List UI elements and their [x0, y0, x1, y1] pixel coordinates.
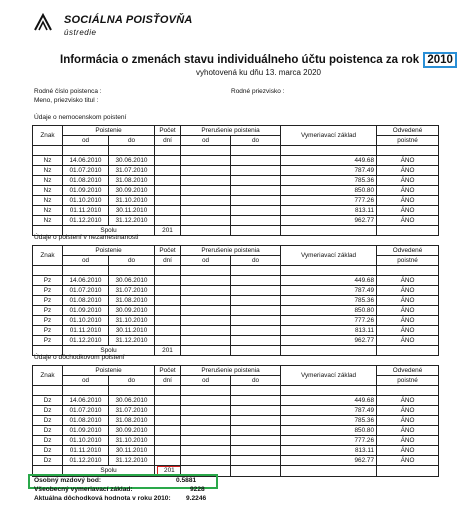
- cell-do: 31.12.2010: [109, 456, 155, 466]
- cell-vymeriavaci: 777.26: [281, 196, 377, 206]
- cell-pocet: [155, 186, 181, 196]
- vsetky-label: Všeobecný vymeriavací základ:: [34, 486, 133, 493]
- cell-prerusenie-do: [231, 456, 281, 466]
- empty-cell: [281, 386, 377, 396]
- cell-prerusenie-do: [231, 396, 281, 406]
- cell-znak: Dz: [33, 456, 63, 466]
- cell-odvedene: ÁNO: [377, 426, 439, 436]
- cell-prerusenie-od: [181, 166, 231, 176]
- empty-cell: [33, 266, 63, 276]
- cell-prerusenie-do: [231, 436, 281, 446]
- cell-od: 01.07.2010: [63, 406, 109, 416]
- cell-prerusenie-od: [181, 436, 231, 446]
- cell-do: 30.09.2010: [109, 186, 155, 196]
- table-row: [33, 306, 439, 316]
- cell-odvedene: ÁNO: [377, 216, 439, 226]
- col-header-poistne: poistné: [377, 376, 439, 386]
- empty-cell: [377, 226, 439, 236]
- table-header-row: [33, 256, 439, 266]
- col-header-dni: dní: [155, 376, 181, 386]
- empty-cell: [109, 146, 155, 156]
- section-title: Údaje o nemocenskom poistení: [34, 114, 127, 121]
- vsetky-value: 9228: [190, 486, 205, 493]
- col-header-prerusenie-od: od: [181, 136, 231, 146]
- cell-vymeriavaci: 813.11: [281, 326, 377, 336]
- cell-znak: Nz: [33, 196, 63, 206]
- cell-do: 30.11.2010: [109, 206, 155, 216]
- empty-cell: [377, 146, 439, 156]
- section-table: [32, 365, 439, 477]
- cell-prerusenie-od: [181, 426, 231, 436]
- empty-cell: [231, 266, 281, 276]
- table-row: [33, 296, 439, 306]
- col-header-znak: Znak: [33, 366, 63, 386]
- cell-odvedene: ÁNO: [377, 166, 439, 176]
- cell-od: 01.12.2010: [63, 456, 109, 466]
- cell-vymeriavaci: 962.77: [281, 456, 377, 466]
- cell-odvedene: ÁNO: [377, 406, 439, 416]
- col-header-prerusenie: Prerušenie poistenia: [181, 246, 281, 256]
- col-header-prerusenie-do: do: [231, 376, 281, 386]
- total-days-cell: [155, 346, 181, 356]
- cell-prerusenie-od: [181, 286, 231, 296]
- empty-cell: [281, 146, 377, 156]
- empty-cell: [377, 466, 439, 477]
- cell-prerusenie-od: [181, 156, 231, 166]
- cell-prerusenie-od: [181, 276, 231, 286]
- empty-cell: [155, 386, 181, 396]
- cell-prerusenie-do: [231, 406, 281, 416]
- table-header-row: [33, 126, 439, 136]
- cell-vymeriavaci: 777.26: [281, 316, 377, 326]
- table-row: [33, 286, 439, 296]
- table-header-row: [33, 376, 439, 386]
- empty-cell: [281, 266, 377, 276]
- cell-znak: Dz: [33, 436, 63, 446]
- cell-od: 01.12.2010: [63, 216, 109, 226]
- col-header-do: do: [109, 136, 155, 146]
- cell-prerusenie-do: [231, 326, 281, 336]
- empty-cell: [377, 266, 439, 276]
- cell-pocet: [155, 196, 181, 206]
- cell-pocet: [155, 336, 181, 346]
- col-header-dni: dní: [155, 256, 181, 266]
- cell-vymeriavaci: 813.11: [281, 446, 377, 456]
- table-row: [33, 396, 439, 406]
- col-header-vymeriavaci: Vymeriavací základ: [281, 246, 377, 266]
- cell-pocet: [155, 316, 181, 326]
- cell-do: 31.10.2010: [109, 316, 155, 326]
- col-header-pocet: Počet: [155, 126, 181, 136]
- cell-prerusenie-od: [181, 296, 231, 306]
- cell-do: 31.10.2010: [109, 436, 155, 446]
- col-header-prerusenie: Prerušenie poistenia: [181, 126, 281, 136]
- cell-vymeriavaci: 850.80: [281, 186, 377, 196]
- title-text: Informácia o zmenách stavu individuálneho účtu poistenca za rok: [60, 54, 420, 66]
- cell-do: 31.12.2010: [109, 216, 155, 226]
- table-row: [33, 156, 439, 166]
- empty-cell: [109, 266, 155, 276]
- cell-pocet: [155, 406, 181, 416]
- cell-vymeriavaci: 777.26: [281, 436, 377, 446]
- empty-cell: [181, 386, 231, 396]
- cell-odvedene: ÁNO: [377, 296, 439, 306]
- cell-znak: Pz: [33, 316, 63, 326]
- cell-do: 31.08.2010: [109, 296, 155, 306]
- cell-do: 31.08.2010: [109, 176, 155, 186]
- cell-odvedene: ÁNO: [377, 156, 439, 166]
- empty-cell: [231, 146, 281, 156]
- cell-odvedene: ÁNO: [377, 196, 439, 206]
- cell-odvedene: ÁNO: [377, 446, 439, 456]
- cell-do: 31.07.2010: [109, 286, 155, 296]
- table-row: [33, 436, 439, 446]
- cell-vymeriavaci: 813.11: [281, 206, 377, 216]
- cell-vymeriavaci: 785.36: [281, 176, 377, 186]
- col-header-odvedene: Odvedené: [377, 366, 439, 376]
- cell-vymeriavaci: 962.77: [281, 336, 377, 346]
- social-insurance-logo-icon: [32, 12, 54, 34]
- total-label: Spolu: [63, 226, 155, 236]
- cell-prerusenie-do: [231, 416, 281, 426]
- table-header-row: [33, 246, 439, 256]
- cell-pocet: [155, 176, 181, 186]
- cell-do: 31.07.2010: [109, 166, 155, 176]
- cell-znak: Dz: [33, 446, 63, 456]
- cell-do: 30.09.2010: [109, 426, 155, 436]
- empty-cell: [281, 346, 377, 356]
- title-year: 2010: [423, 52, 457, 68]
- empty-cell: [377, 346, 439, 356]
- name-label: Meno, priezvisko titul :: [34, 97, 99, 104]
- cell-do: 31.08.2010: [109, 416, 155, 426]
- cell-do: 31.10.2010: [109, 196, 155, 206]
- col-header-vymeriavaci: Vymeriavací základ: [281, 126, 377, 146]
- cell-prerusenie-do: [231, 216, 281, 226]
- cell-vymeriavaci: 962.77: [281, 216, 377, 226]
- cell-odvedene: ÁNO: [377, 436, 439, 446]
- cell-prerusenie-od: [181, 196, 231, 206]
- aktualna-label: Aktuálna dôchodková hodnota v roku 2010:: [34, 495, 171, 502]
- org-subname: ústredie: [64, 28, 97, 37]
- page-subtitle: vyhotovená ku dňu 13. marca 2020: [196, 68, 321, 77]
- cell-do: 31.07.2010: [109, 406, 155, 416]
- cell-od: 01.07.2010: [63, 286, 109, 296]
- cell-prerusenie-od: [181, 406, 231, 416]
- cell-vymeriavaci: 449.68: [281, 156, 377, 166]
- col-header-pocet: Počet: [155, 366, 181, 376]
- cell-znak: Dz: [33, 406, 63, 416]
- empty-cell: [281, 226, 377, 236]
- col-header-pocet: Počet: [155, 246, 181, 256]
- cell-prerusenie-od: [181, 326, 231, 336]
- section-title: Údaje o dôchodkovom poistení: [34, 354, 125, 361]
- cell-znak: Nz: [33, 166, 63, 176]
- cell-prerusenie-do: [231, 206, 281, 216]
- cell-prerusenie-od: [181, 316, 231, 326]
- col-header-poistenie: Poistenie: [63, 366, 155, 376]
- cell-znak: Pz: [33, 276, 63, 286]
- cell-pocet: [155, 216, 181, 226]
- cell-prerusenie-od: [181, 186, 231, 196]
- col-header-dni: dní: [155, 136, 181, 146]
- total-days: 201: [162, 346, 173, 354]
- cell-znak: Nz: [33, 216, 63, 226]
- empty-cell: [231, 466, 281, 477]
- cell-od: 01.07.2010: [63, 166, 109, 176]
- cell-znak: Pz: [33, 286, 63, 296]
- cell-odvedene: ÁNO: [377, 456, 439, 466]
- cell-odvedene: ÁNO: [377, 336, 439, 346]
- cell-od: 01.10.2010: [63, 196, 109, 206]
- cell-od: 01.10.2010: [63, 436, 109, 446]
- cell-do: 30.06.2010: [109, 156, 155, 166]
- cell-od: 01.08.2010: [63, 416, 109, 426]
- cell-znak: Nz: [33, 186, 63, 196]
- table-row: [33, 186, 439, 196]
- cell-znak: Nz: [33, 206, 63, 216]
- col-header-od: od: [63, 376, 109, 386]
- table-header-row: [33, 366, 439, 376]
- osobny-value: 0.5881: [176, 477, 197, 484]
- col-header-znak: Znak: [33, 126, 63, 146]
- col-header-prerusenie-od: od: [181, 376, 231, 386]
- cell-znak: Nz: [33, 156, 63, 166]
- cell-znak: Dz: [33, 416, 63, 426]
- birth-number-label: Rodné číslo poistenca :: [34, 88, 102, 95]
- total-days: 201: [162, 226, 173, 234]
- cell-odvedene: ÁNO: [377, 306, 439, 316]
- empty-cell: [63, 146, 109, 156]
- cell-do: 30.11.2010: [109, 326, 155, 336]
- col-header-poistne: poistné: [377, 136, 439, 146]
- cell-pocet: [155, 156, 181, 166]
- empty-cell: [181, 346, 231, 356]
- col-header-prerusenie-do: do: [231, 136, 281, 146]
- table-row: [33, 176, 439, 186]
- empty-cell: [155, 266, 181, 276]
- cell-prerusenie-do: [231, 306, 281, 316]
- empty-cell: [33, 386, 63, 396]
- col-header-od: od: [63, 256, 109, 266]
- cell-vymeriavaci: 850.80: [281, 306, 377, 316]
- cell-vymeriavaci: 850.80: [281, 426, 377, 436]
- cell-prerusenie-do: [231, 426, 281, 436]
- cell-prerusenie-do: [231, 286, 281, 296]
- table-row: [33, 316, 439, 326]
- empty-cell: [63, 386, 109, 396]
- cell-prerusenie-od: [181, 336, 231, 346]
- table-row: [33, 206, 439, 216]
- cell-prerusenie-od: [181, 216, 231, 226]
- total-label: Spolu: [63, 346, 155, 356]
- cell-do: 30.09.2010: [109, 306, 155, 316]
- col-header-vymeriavaci: Vymeriavací základ: [281, 366, 377, 386]
- org-name: SOCIÁLNA POISŤOVŇA: [64, 14, 193, 26]
- table-row: [33, 216, 439, 226]
- empty-cell: [181, 146, 231, 156]
- empty-cell: [181, 226, 231, 236]
- cell-od: 14.06.2010: [63, 396, 109, 406]
- table-row: [33, 446, 439, 456]
- cell-znak: Pz: [33, 296, 63, 306]
- table-spacer-row: [33, 266, 439, 276]
- col-header-odvedene: Odvedené: [377, 246, 439, 256]
- cell-prerusenie-do: [231, 276, 281, 286]
- table-row: [33, 276, 439, 286]
- cell-od: 01.11.2010: [63, 326, 109, 336]
- cell-odvedene: ÁNO: [377, 176, 439, 186]
- cell-odvedene: ÁNO: [377, 186, 439, 196]
- cell-od: 01.09.2010: [63, 186, 109, 196]
- cell-prerusenie-do: [231, 336, 281, 346]
- cell-znak: Dz: [33, 426, 63, 436]
- col-header-poistenie: Poistenie: [63, 246, 155, 256]
- cell-prerusenie-do: [231, 296, 281, 306]
- table-spacer-row: [33, 146, 439, 156]
- total-days-cell: [155, 226, 181, 236]
- cell-odvedene: ÁNO: [377, 286, 439, 296]
- cell-prerusenie-do: [231, 156, 281, 166]
- cell-prerusenie-od: [181, 456, 231, 466]
- cell-pocet: [155, 326, 181, 336]
- table-row: [33, 196, 439, 206]
- cell-prerusenie-do: [231, 196, 281, 206]
- cell-vymeriavaci: 787.49: [281, 286, 377, 296]
- cell-znak: Nz: [33, 176, 63, 186]
- birth-name-label: Rodné priezvisko :: [231, 88, 285, 95]
- cell-prerusenie-od: [181, 396, 231, 406]
- table-row: [33, 426, 439, 436]
- cell-prerusenie-do: [231, 446, 281, 456]
- cell-odvedene: ÁNO: [377, 396, 439, 406]
- col-header-od: od: [63, 136, 109, 146]
- col-header-odvedene: Odvedené: [377, 126, 439, 136]
- empty-cell: [33, 146, 63, 156]
- empty-cell: [109, 386, 155, 396]
- empty-cell: [231, 386, 281, 396]
- osobny-label: Osobný mzdový bod:: [34, 477, 102, 484]
- col-header-poistne: poistné: [377, 256, 439, 266]
- section-table: [32, 245, 439, 356]
- cell-do: 30.06.2010: [109, 276, 155, 286]
- cell-odvedene: ÁNO: [377, 316, 439, 326]
- table-row: [33, 416, 439, 426]
- empty-cell: [231, 226, 281, 236]
- empty-cell: [155, 146, 181, 156]
- table-header-row: [33, 136, 439, 146]
- cell-odvedene: ÁNO: [377, 206, 439, 216]
- cell-prerusenie-do: [231, 186, 281, 196]
- cell-vymeriavaci: 449.68: [281, 276, 377, 286]
- table-row: [33, 326, 439, 336]
- cell-pocet: [155, 446, 181, 456]
- empty-cell: [231, 346, 281, 356]
- section-title: Údaje o poistení v nezamestnanosti: [34, 234, 139, 241]
- col-header-poistenie: Poistenie: [63, 126, 155, 136]
- cell-prerusenie-od: [181, 176, 231, 186]
- cell-do: 31.12.2010: [109, 336, 155, 346]
- empty-cell: [281, 466, 377, 477]
- cell-znak: Pz: [33, 336, 63, 346]
- cell-od: 01.09.2010: [63, 426, 109, 436]
- cell-vymeriavaci: 449.68: [281, 396, 377, 406]
- cell-prerusenie-od: [181, 206, 231, 216]
- cell-od: 14.06.2010: [63, 156, 109, 166]
- cell-prerusenie-od: [181, 416, 231, 426]
- aktualna-value: 9.2246: [186, 495, 207, 502]
- cell-pocet: [155, 436, 181, 446]
- cell-od: 01.11.2010: [63, 446, 109, 456]
- cell-pocet: [155, 396, 181, 406]
- cell-pocet: [155, 306, 181, 316]
- cell-pocet: [155, 166, 181, 176]
- cell-vymeriavaci: 787.49: [281, 166, 377, 176]
- col-header-do: do: [109, 376, 155, 386]
- table-spacer-row: [33, 386, 439, 396]
- cell-odvedene: ÁNO: [377, 326, 439, 336]
- cell-od: 14.06.2010: [63, 276, 109, 286]
- total-days: 201: [157, 466, 181, 476]
- cell-do: 30.11.2010: [109, 446, 155, 456]
- cell-vymeriavaci: 787.49: [281, 406, 377, 416]
- empty-cell: [377, 386, 439, 396]
- cell-pocet: [155, 296, 181, 306]
- total-label: Spolu: [63, 466, 155, 477]
- table-row: [33, 406, 439, 416]
- col-header-prerusenie: Prerušenie poistenia: [181, 366, 281, 376]
- cell-od: 01.11.2010: [63, 206, 109, 216]
- table-row: [33, 456, 439, 466]
- cell-znak: Pz: [33, 306, 63, 316]
- cell-pocet: [155, 456, 181, 466]
- col-header-znak: Znak: [33, 246, 63, 266]
- cell-od: 01.09.2010: [63, 306, 109, 316]
- cell-vymeriavaci: 785.36: [281, 416, 377, 426]
- col-header-do: do: [109, 256, 155, 266]
- cell-pocet: [155, 286, 181, 296]
- cell-vymeriavaci: 785.36: [281, 296, 377, 306]
- page-title: [60, 52, 457, 68]
- cell-znak: Dz: [33, 396, 63, 406]
- cell-pocet: [155, 276, 181, 286]
- col-header-prerusenie-od: od: [181, 256, 231, 266]
- section-table: [32, 125, 439, 236]
- table-row: [33, 336, 439, 346]
- cell-prerusenie-od: [181, 306, 231, 316]
- cell-do: 30.06.2010: [109, 396, 155, 406]
- cell-prerusenie-od: [181, 446, 231, 456]
- cell-pocet: [155, 416, 181, 426]
- cell-od: 01.08.2010: [63, 296, 109, 306]
- cell-odvedene: ÁNO: [377, 276, 439, 286]
- col-header-prerusenie-do: do: [231, 256, 281, 266]
- cell-odvedene: ÁNO: [377, 416, 439, 426]
- cell-od: 01.10.2010: [63, 316, 109, 326]
- cell-od: 01.12.2010: [63, 336, 109, 346]
- table-row: [33, 166, 439, 176]
- cell-pocet: [155, 426, 181, 436]
- cell-prerusenie-do: [231, 176, 281, 186]
- empty-cell: [181, 266, 231, 276]
- cell-od: 01.08.2010: [63, 176, 109, 186]
- cell-prerusenie-do: [231, 166, 281, 176]
- cell-prerusenie-do: [231, 316, 281, 326]
- cell-pocet: [155, 206, 181, 216]
- empty-cell: [63, 266, 109, 276]
- cell-znak: Pz: [33, 326, 63, 336]
